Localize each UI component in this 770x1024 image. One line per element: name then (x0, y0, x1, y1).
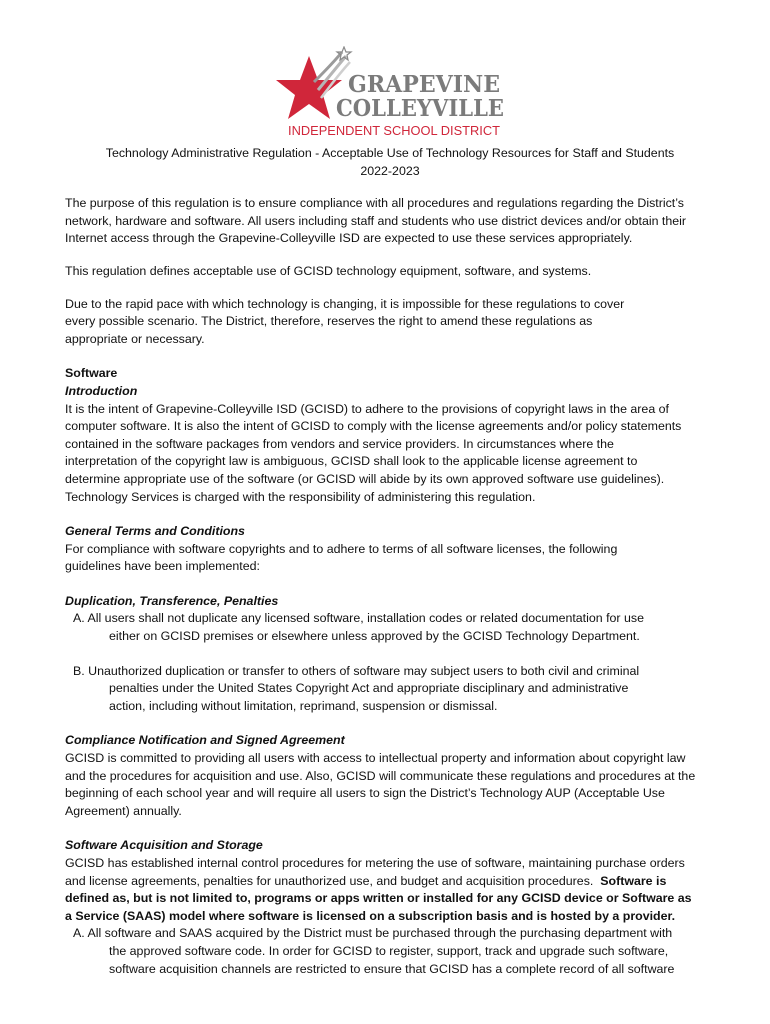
logo-line2: COLLEYVILLE (336, 95, 504, 122)
text-line: penalties under the United States Copyright Act and appropriate disciplinary and administrative (109, 681, 629, 696)
software-heading: Software (65, 366, 118, 381)
text-line: A. All users shall not duplicate any licensed software, installation codes or related documentation for use (73, 611, 644, 626)
star-logo-icon (276, 46, 516, 138)
text-line: This regulation defines acceptable use of GCISD technology equipment, software, and systems. (65, 263, 592, 278)
acquisition-item-a (73, 925, 715, 978)
text-line: GCISD has established internal control procedures for metering the use of software, maintaining purchase orders (65, 856, 685, 870)
text-line: B. Unauthorized duplication or transfer to others of software may subject users to both civil and criminal (73, 663, 640, 678)
text-line: It is the intent of Grapevine-Colleyville ISD (GCISD) to adhere to the provisions of copyright laws in the area of (65, 401, 669, 416)
duplication-heading: Duplication, Transference, Penalties (65, 593, 279, 608)
text-line: The purpose of this regulation is to ensure compliance with all procedures and regulations regarding the District’s (65, 196, 684, 211)
logo-line1: GRAPEVINE (348, 71, 500, 98)
acquisition-paragraph (65, 855, 715, 925)
text-line: either on GCISD premises or elsewhere unless approved by the GCISD Technology Department. (109, 629, 640, 644)
text-line: Internet access through the Grapevine-Colleyville ISD are expected to use these services appropriately. (65, 231, 633, 246)
text-line: and the procedures for acquisition and use. Also, GCISD will communicate these regulations and procedures at the (65, 768, 696, 783)
text-line: Agreement) annually. (65, 803, 182, 818)
text-line: the approved software code. In order for GCISD to register, support, track and upgrade such software, (109, 943, 669, 958)
text-line: Technology Services is charged with the responsibility of administering this regulation. (65, 489, 536, 504)
text-line: determine appropriate use of the software (or GCISD will abide by its own approved software use guidelines). (65, 471, 665, 486)
text-line: every possible scenario. The District, therefore, reserves the right to amend these regulations as (65, 314, 593, 329)
district-logo (276, 46, 516, 138)
text-line: A. All software and SAAS acquired by the District must be purchased through the purchasing department with (73, 926, 673, 941)
compliance-heading: Compliance Notification and Signed Agreement (65, 733, 345, 748)
bold-text: Software is (600, 873, 667, 888)
text-line: interpretation of the copyright law is ambiguous, GCISD shall look to the applicable license agreement to (65, 454, 638, 469)
intro-paragraph-3 (65, 296, 715, 349)
text-line: computer software. It is also the intent of GCISD to comply with the license agreements and/or policy statements (65, 419, 682, 434)
document-title: Technology Administrative Regulation - Acceptable Use of Technology Resources for Staff and Students (105, 146, 675, 160)
text-line: For compliance with software copyrights and to adhere to terms of all software licenses, the following (65, 541, 618, 556)
terms-paragraph (65, 541, 715, 576)
introduction-heading: Introduction (65, 383, 138, 398)
intro-paragraph-2 (65, 263, 715, 281)
text-line: guidelines have been implemented: (65, 559, 260, 574)
text-line: GCISD is committed to providing all users with access to intellectual property and information about copyright law (65, 751, 686, 766)
text-line: software acquisition channels are restricted to ensure that GCISD has a complete record of all software (109, 961, 675, 976)
logo-line3: INDEPENDENT SCHOOL DISTRICT (288, 124, 501, 138)
text-line: network, hardware and software. All users including staff and students who use district devices and/or obtain their (65, 213, 687, 228)
text-line: and license agreements, penalties for unauthorized use, and budget and acquisition procedures. (65, 873, 594, 888)
bold-text: a Service (SAAS) model where software is licensed on a subscription basis and is hosted by a provider. (65, 908, 676, 923)
compliance-paragraph (65, 750, 715, 820)
acquisition-heading: Software Acquisition and Storage (65, 838, 263, 853)
text-line: action, including without limitation, reprimand, suspension or dismissal. (109, 698, 498, 713)
text-line: Due to the rapid pace with which technology is changing, it is impossible for these regulations to cover (65, 296, 625, 311)
duplication-item-b (73, 663, 715, 716)
document-year: 2022-2023 (360, 163, 420, 178)
text-line: contained in the software packages from vendors and service providers. In circumstances where the (65, 436, 614, 451)
introduction-paragraph (65, 401, 715, 507)
terms-heading: General Terms and Conditions (65, 524, 245, 539)
text-line: appropriate or necessary. (65, 331, 205, 346)
text-line: beginning of each school year and will require all users to sign the District’s Technology AUP (Acceptable Use (65, 786, 665, 801)
bold-text: defined as, but is not limited to, programs or apps written or installed for any GCISD device or Software as (65, 891, 692, 906)
duplication-item-a (73, 610, 715, 645)
document-body (65, 145, 715, 978)
intro-paragraph-1 (65, 195, 715, 248)
